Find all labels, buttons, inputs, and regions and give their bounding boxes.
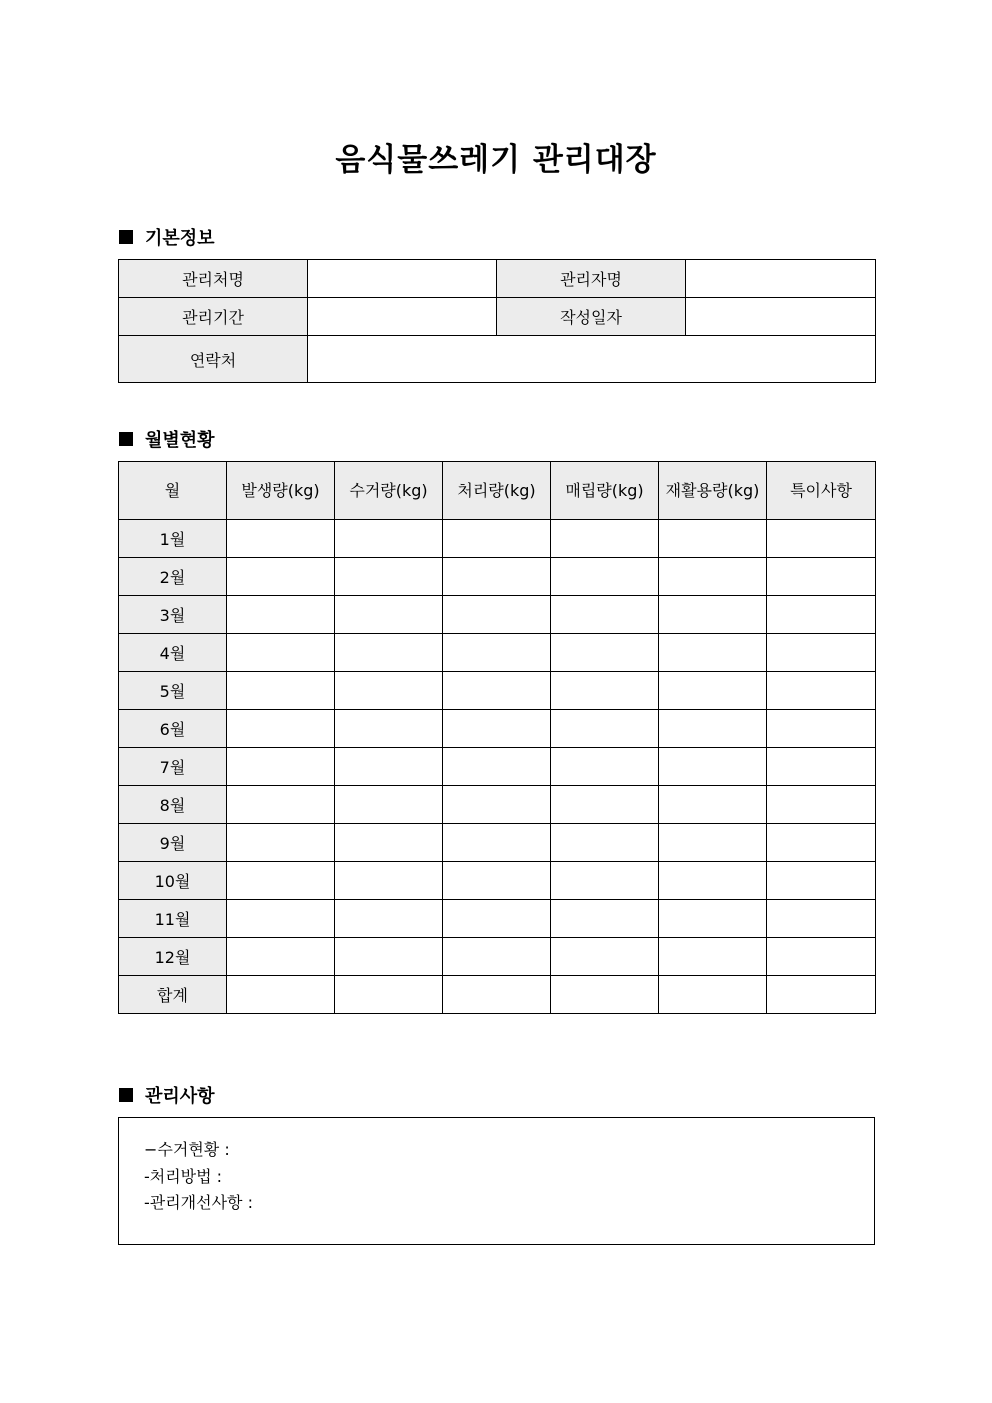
table-cell[interactable] xyxy=(227,786,335,824)
header-recycled: 재활용량(kg) xyxy=(659,462,767,520)
table-row xyxy=(119,710,876,748)
table-cell[interactable] xyxy=(659,900,767,938)
section-monthly-heading xyxy=(119,426,215,452)
table-cell[interactable] xyxy=(659,520,767,558)
table-cell[interactable] xyxy=(767,672,876,710)
table-cell[interactable] xyxy=(659,634,767,672)
table-cell[interactable] xyxy=(443,900,551,938)
row-label: 4월 xyxy=(119,634,227,672)
table-cell[interactable] xyxy=(443,862,551,900)
row-label: 5월 xyxy=(119,672,227,710)
table-cell[interactable] xyxy=(551,824,659,862)
contact-label: 연락처 xyxy=(119,336,308,383)
site-name-label: 관리처명 xyxy=(119,260,308,298)
section-basic-label: 기본정보 xyxy=(145,228,215,249)
table-cell[interactable] xyxy=(227,976,335,1014)
table-row xyxy=(119,748,876,786)
table-row xyxy=(119,824,876,862)
header-month: 월 xyxy=(119,462,227,520)
table-cell[interactable] xyxy=(659,938,767,976)
table-cell[interactable] xyxy=(659,824,767,862)
section-management-heading xyxy=(119,1082,215,1108)
table-cell[interactable] xyxy=(659,786,767,824)
date-field[interactable] xyxy=(686,298,876,336)
monthly-table xyxy=(118,461,876,1014)
table-cell[interactable] xyxy=(767,900,876,938)
table-cell[interactable] xyxy=(551,634,659,672)
note-method: -처리방법 : xyxy=(144,1167,223,1186)
table-cell[interactable] xyxy=(659,976,767,1014)
table-cell[interactable] xyxy=(551,710,659,748)
table-row xyxy=(119,900,876,938)
row-label: 6월 xyxy=(119,710,227,748)
table-cell[interactable] xyxy=(227,748,335,786)
table-row xyxy=(119,786,876,824)
note-collection: −수거현황 : xyxy=(144,1140,230,1159)
table-cell[interactable] xyxy=(335,520,443,558)
row-label: 8월 xyxy=(119,786,227,824)
table-cell[interactable] xyxy=(767,748,876,786)
table-cell[interactable] xyxy=(443,634,551,672)
table-cell[interactable] xyxy=(227,824,335,862)
table-cell[interactable] xyxy=(227,634,335,672)
table-cell[interactable] xyxy=(551,748,659,786)
table-row xyxy=(119,938,876,976)
table-cell[interactable] xyxy=(767,710,876,748)
table-cell[interactable] xyxy=(227,596,335,634)
table-cell[interactable] xyxy=(227,900,335,938)
table-cell[interactable] xyxy=(659,748,767,786)
monthly-header-row xyxy=(119,462,876,520)
manager-name-field[interactable] xyxy=(686,260,876,298)
table-cell[interactable] xyxy=(227,938,335,976)
row-label: 2월 xyxy=(119,558,227,596)
table-cell[interactable] xyxy=(659,596,767,634)
table-cell[interactable] xyxy=(551,862,659,900)
table-cell[interactable] xyxy=(335,900,443,938)
square-bullet-icon xyxy=(119,432,133,446)
table-cell[interactable] xyxy=(335,938,443,976)
table-cell[interactable] xyxy=(227,672,335,710)
table-cell[interactable] xyxy=(443,748,551,786)
row-label: 12월 xyxy=(119,938,227,976)
table-cell[interactable] xyxy=(443,520,551,558)
table-cell[interactable] xyxy=(659,558,767,596)
table-row xyxy=(119,558,876,596)
table-cell[interactable] xyxy=(335,634,443,672)
table-cell[interactable] xyxy=(767,596,876,634)
row-label: 합계 xyxy=(119,976,227,1014)
table-cell[interactable] xyxy=(767,520,876,558)
row-label: 7월 xyxy=(119,748,227,786)
management-notes-box[interactable] xyxy=(118,1117,875,1245)
document-title: 음식물쓰레기 관리대장 xyxy=(335,142,657,178)
table-cell[interactable] xyxy=(659,862,767,900)
table-cell[interactable] xyxy=(767,824,876,862)
table-row xyxy=(119,976,876,1014)
header-collected: 수거량(kg) xyxy=(335,462,443,520)
header-generated: 발생량(kg) xyxy=(227,462,335,520)
table-cell[interactable] xyxy=(443,558,551,596)
square-bullet-icon xyxy=(119,230,133,244)
table-cell[interactable] xyxy=(335,976,443,1014)
table-cell[interactable] xyxy=(767,558,876,596)
table-cell[interactable] xyxy=(767,976,876,1014)
table-cell[interactable] xyxy=(767,786,876,824)
table-cell[interactable] xyxy=(227,558,335,596)
table-cell[interactable] xyxy=(335,558,443,596)
section-monthly-label: 월별현황 xyxy=(145,430,215,451)
table-row xyxy=(119,862,876,900)
table-cell[interactable] xyxy=(767,862,876,900)
table-cell[interactable] xyxy=(767,938,876,976)
header-processed: 처리량(kg) xyxy=(443,462,551,520)
header-remarks: 특이사항 xyxy=(767,462,876,520)
table-cell[interactable] xyxy=(335,862,443,900)
table-cell[interactable] xyxy=(551,976,659,1014)
table-cell[interactable] xyxy=(227,710,335,748)
table-cell[interactable] xyxy=(443,938,551,976)
basic-info-table xyxy=(118,259,876,383)
table-cell[interactable] xyxy=(443,672,551,710)
table-cell[interactable] xyxy=(659,710,767,748)
table-cell[interactable] xyxy=(335,596,443,634)
table-cell[interactable] xyxy=(335,672,443,710)
table-cell[interactable] xyxy=(443,824,551,862)
table-cell[interactable] xyxy=(335,824,443,862)
note-improvement: -관리개선사항 : xyxy=(144,1193,253,1212)
table-cell[interactable] xyxy=(443,976,551,1014)
table-cell[interactable] xyxy=(443,786,551,824)
table-cell[interactable] xyxy=(551,938,659,976)
table-cell[interactable] xyxy=(335,710,443,748)
table-cell[interactable] xyxy=(767,634,876,672)
period-label: 관리기간 xyxy=(119,298,308,336)
site-name-field[interactable] xyxy=(308,260,497,298)
row-label: 3월 xyxy=(119,596,227,634)
table-cell[interactable] xyxy=(443,710,551,748)
row-label: 11월 xyxy=(119,900,227,938)
manager-name-label: 관리자명 xyxy=(497,260,686,298)
table-cell[interactable] xyxy=(551,520,659,558)
table-cell[interactable] xyxy=(443,596,551,634)
contact-field[interactable] xyxy=(308,336,876,383)
row-label: 10월 xyxy=(119,862,227,900)
table-row xyxy=(119,672,876,710)
table-cell[interactable] xyxy=(551,596,659,634)
table-cell[interactable] xyxy=(335,786,443,824)
header-landfilled: 매립량(kg) xyxy=(551,462,659,520)
square-bullet-icon xyxy=(119,1088,133,1102)
table-cell[interactable] xyxy=(551,558,659,596)
period-field[interactable] xyxy=(308,298,497,336)
row-label: 1월 xyxy=(119,520,227,558)
row-label: 9월 xyxy=(119,824,227,862)
table-row xyxy=(119,634,876,672)
table-cell[interactable] xyxy=(659,672,767,710)
date-label: 작성일자 xyxy=(497,298,686,336)
section-management-label: 관리사항 xyxy=(145,1086,215,1107)
table-row xyxy=(119,596,876,634)
table-cell[interactable] xyxy=(335,748,443,786)
table-cell[interactable] xyxy=(551,900,659,938)
section-basic-heading xyxy=(119,224,215,250)
table-cell[interactable] xyxy=(551,672,659,710)
table-cell[interactable] xyxy=(227,520,335,558)
table-cell[interactable] xyxy=(551,786,659,824)
table-cell[interactable] xyxy=(227,862,335,900)
table-row xyxy=(119,520,876,558)
